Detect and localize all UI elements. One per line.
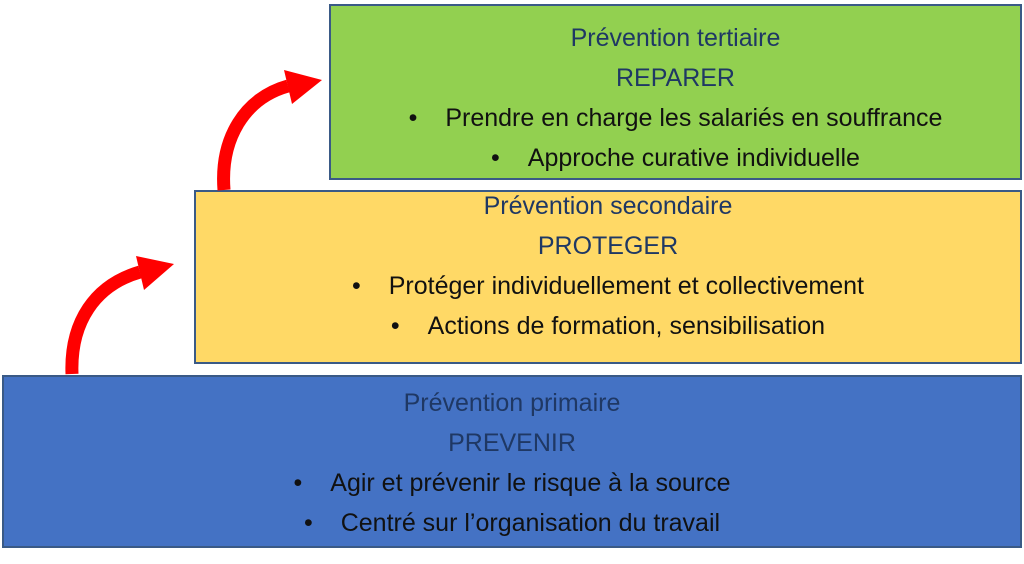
bullet-icon: • [390,312,400,340]
secondary-subtitle: PROTEGER [537,232,679,260]
tertiary-bullet-1-text: Prendre en charge les salariés en souffrance [445,104,943,132]
primary-bullet-1 [4,463,1020,503]
curved-arrow-up-right-icon [72,256,174,374]
bullet-icon: • [303,509,313,537]
bullet-icon: • [491,144,500,172]
primary-subtitle: PREVENIR [448,429,576,457]
bullet-icon: • [293,469,303,497]
primary-bullet-2 [4,503,1020,543]
secondary-title: Prévention secondaire [483,192,733,220]
secondary-bullet-2 [196,306,1020,346]
primary-prevention-box [2,375,1022,548]
secondary-bullet-2-text: Actions de formation, sensibilisation [427,312,826,340]
curved-arrow-up-right-icon [224,70,322,190]
primary-title: Prévention primaire [403,389,621,417]
tertiary-prevention-box [329,4,1022,180]
secondary-bullet-1 [196,266,1020,306]
primary-bullet-1-text: Agir et prévenir le risque à la source [330,469,731,497]
tertiary-bullet-2-text: Approche curative individuelle [527,144,860,172]
secondary-bullet-1-text: Protéger individuellement et collectivement [388,272,864,300]
primary-bullet-2-text: Centré sur l’organisation du travail [340,509,721,537]
secondary-prevention-box [194,190,1022,364]
bullet-icon: • [408,104,418,132]
tertiary-title: Prévention tertiaire [570,24,781,52]
tertiary-bullet-2 [331,138,1020,178]
tertiary-bullet-1 [331,98,1020,138]
tertiary-subtitle: REPARER [615,64,735,92]
bullet-icon: • [351,272,361,300]
